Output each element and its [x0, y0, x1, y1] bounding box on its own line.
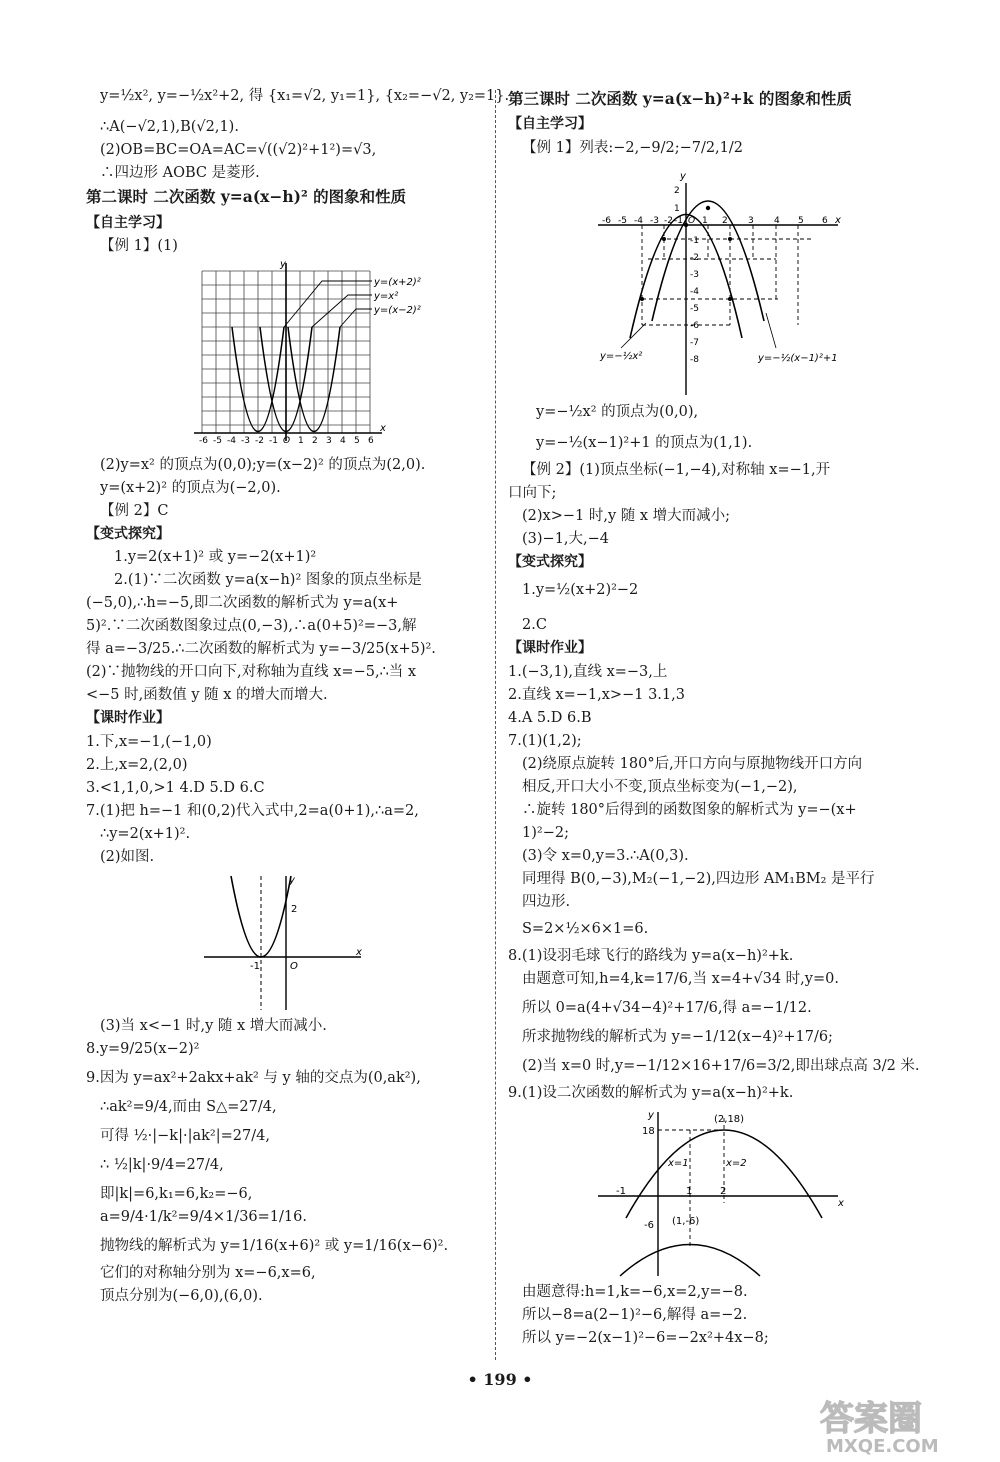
x-tick: 4 — [340, 435, 346, 446]
y-tick: -2 — [690, 252, 699, 263]
example2: 【例 2】C — [100, 502, 169, 519]
origin-label: O — [283, 435, 291, 446]
watermark-text: 答案圈 — [820, 1399, 922, 1439]
x-tick: -6 — [602, 215, 611, 226]
two-parabolas-figure — [508, 163, 913, 398]
homework-line: 7.(1)把 h=−1 和(0,2)代入式中,2=a(0+1),∴a=2, — [86, 802, 419, 819]
homework-line: ∴ ½|k|·9/4=27/4, — [100, 1156, 224, 1173]
example1-answer-line: y=(x+2)² 的顶点为(−2,0). — [100, 479, 281, 496]
homework-line: 所求抛物线的解析式为 y=−1/12(x−4)²+17/6; — [522, 1028, 833, 1045]
x-tick: -2 — [664, 215, 673, 226]
parabola-vertex-minus1-figure — [86, 872, 486, 1012]
bianshi-line: 1.y=2(x+1)² 或 y=−2(x+1)² — [114, 549, 317, 566]
distance-equation: (2)OB=BC=OA=AC=√((√2)²+1²)=√3, — [100, 142, 377, 159]
y-tick: -5 — [690, 303, 699, 314]
homework-line: a=9/4·1/k²=9/4×1/36=1/16. — [100, 1208, 307, 1225]
y-axis-label: y — [280, 260, 286, 270]
homework-line: 四边形. — [522, 893, 571, 910]
example2-line: (3)−1,大,−4 — [522, 530, 610, 547]
homework-line: (2)当 x=0 时,y=−1/12×16+17/6=3/2,即出球点高 3/2 米. — [522, 1057, 920, 1074]
x-tick-1: 1 — [686, 1185, 693, 1197]
homework-line: (3)当 x<−1 时,y 随 x 增大而减小. — [100, 1017, 327, 1034]
parabola-vertex-2-18-figure — [508, 1108, 913, 1278]
axis-x1-label: x=1 — [668, 1157, 689, 1169]
x-tick: -6 — [199, 435, 208, 446]
example2-line: 口向下; — [508, 484, 557, 501]
label-shifted-parabola: y=−½(x−1)²+1 — [758, 352, 838, 364]
x-tick: 5 — [354, 435, 360, 446]
bianshi-line: (−5,0),∴h=−5,即二次函数的解析式为 y=a(x+ — [86, 595, 399, 612]
keshi-heading: 【课时作业】 — [86, 710, 170, 727]
lower-vertex-label: (1,-6) — [672, 1215, 700, 1227]
solution-line: 所以−8=a(2−1)²−6,解得 a=−2. — [522, 1306, 748, 1323]
homework-line: (2)绕原点旋转 180°后,开口方向与原抛物线开口方向 — [522, 755, 863, 772]
homework-line: 8.(1)设羽毛球飞行的路线为 y=a(x−h)²+k. — [508, 947, 794, 964]
x-tick: -2 — [255, 435, 264, 446]
homework-line: 2.上,x=2,(2,0) — [86, 756, 188, 773]
y-axis-label: y — [289, 874, 295, 886]
homework-line: 9.因为 y=ax²+2akx+ak² 与 y 轴的交点为(0,ak²), — [86, 1069, 421, 1086]
y-tick: -7 — [690, 337, 699, 348]
y-tick-18: 18 — [642, 1125, 655, 1137]
homework-line: S=2×½×6×1=6. — [522, 920, 649, 937]
x-tick: -1 — [674, 215, 683, 226]
x-tick: -5 — [618, 215, 627, 226]
x-tick: 2 — [312, 435, 318, 446]
bianshi-heading: 【变式探究】 — [86, 525, 170, 542]
homework-line: 可得 ½·|−k|·|ak²|=27/4, — [100, 1127, 270, 1144]
homework-line: 4.A 5.D 6.B — [508, 709, 592, 726]
x-tick: -4 — [227, 435, 236, 446]
y-tick: -3 — [690, 269, 699, 280]
bianshi-line: 得 a=−3/25.∴二次函数的解析式为 y=−3/25(x+5)². — [86, 641, 436, 658]
column-divider — [495, 90, 496, 1360]
x-tick: 6 — [822, 215, 828, 226]
bianshi-line: 2.C — [522, 617, 547, 634]
zizhu-heading: 【自主学习】 — [86, 214, 170, 231]
x-axis-label: x — [356, 946, 362, 958]
homework-line: 相反,开口大小不变,顶点坐标变为(−1,−2), — [522, 778, 798, 795]
y-tick: -8 — [690, 354, 699, 365]
page-number: • 199 • — [467, 1370, 533, 1389]
label-x-squared: y=x² — [374, 290, 399, 302]
lesson2-title: 第二课时 二次函数 y=a(x−h)² 的图象和性质 — [86, 187, 407, 207]
homework-line: 2.直线 x=−1,x>−1 3.1,3 — [508, 686, 685, 703]
parabola-curve — [231, 876, 291, 957]
homework-line: 1.(−3,1),直线 x=−3,上 — [508, 663, 668, 680]
example2-line: (2)x>−1 时,y 随 x 增大而减小; — [522, 507, 731, 524]
label-x-plus-2: y=(x+2)² — [374, 276, 421, 288]
homework-line: (3)令 x=0,y=3.∴A(0,3). — [522, 847, 689, 864]
bianshi-line: 5)².∵二次函数图象过点(0,−3),∴a(0+5)²=−3,解 — [86, 618, 417, 635]
x-axis-label: x — [380, 422, 386, 434]
x-tick: 3 — [748, 215, 754, 226]
x-tick: 6 — [368, 435, 374, 446]
label-minus-half-x-squared: y=−½x² — [600, 350, 643, 362]
bianshi-line: 1.y=½(x+2)²−2 — [522, 582, 639, 599]
y-tick: 2 — [674, 185, 680, 196]
homework-line: ∴y=2(x+1)². — [100, 825, 191, 842]
homework-line: 顶点分别为(−6,0),(6,0). — [100, 1287, 263, 1304]
homework-line: ∴ak²=9/4,而由 S△=27/4, — [100, 1098, 277, 1115]
lesson3-title: 第三课时 二次函数 y=a(x−h)²+k 的图象和性质 — [508, 89, 852, 108]
homework-line: 所以 0=a(4+√34−4)²+17/6,得 a=−1/12. — [522, 999, 812, 1016]
parabola-grid-figure — [86, 261, 486, 451]
x-tick: -3 — [241, 435, 250, 446]
example1-table: 【例 1】列表:−2,−9/2;−7/2,1/2 — [522, 139, 744, 156]
lower-parabola — [620, 1244, 760, 1276]
y-axis-label: y — [680, 170, 686, 182]
rhombus-conclusion: ∴四边形 AOBC 是菱形. — [100, 165, 260, 182]
left-column — [86, 86, 510, 1309]
vertex-line: y=−½x² 的顶点为(0,0), — [536, 403, 699, 420]
system-equations: y=½x², y=−½x²+2, 得 {x₁=√2, y₁=1}, {x₂=−√2, y₂=1}. — [100, 88, 510, 104]
homework-line: 8.y=9/25(x−2)² — [86, 1040, 200, 1057]
point-coordinates: ∴A(−√2,1),B(√2,1). — [100, 119, 239, 136]
bianshi-line: <−5 时,函数值 y 随 x 的增大而增大. — [86, 687, 328, 704]
homework-line: ∴旋转 180°后得到的函数图象的解析式为 y=−(x+ — [522, 801, 857, 818]
vertex-label: (2,18) — [714, 1113, 745, 1125]
x-tick: 3 — [326, 435, 332, 446]
label-x-minus-2: y=(x−2)² — [374, 304, 421, 316]
example1-label: 【例 1】(1) — [100, 237, 178, 254]
x-tick: -3 — [650, 215, 659, 226]
x-tick: 1 — [702, 215, 708, 226]
x-tick: -4 — [634, 215, 643, 226]
bianshi-line: 2.(1)∵二次函数 y=a(x−h)² 图象的顶点坐标是 — [114, 572, 422, 589]
y-tick-minus-6: -6 — [644, 1219, 654, 1231]
x-tick: 1 — [298, 435, 304, 446]
y-tick: 1 — [674, 203, 680, 214]
homework-line: 9.(1)设二次函数的解析式为 y=a(x−h)²+k. — [508, 1084, 794, 1101]
watermark-logo — [790, 1396, 990, 1456]
right-column — [508, 86, 920, 1351]
bianshi-heading: 【变式探究】 — [508, 553, 592, 570]
example1-answer-line: (2)y=x² 的顶点为(0,0);y=(x−2)² 的顶点为(2,0). — [100, 456, 426, 473]
homework-line: 7.(1)(1,2); — [508, 732, 582, 749]
homework-line: 它们的对称轴分别为 x=−6,x=6, — [100, 1264, 316, 1281]
x-axis-label: x — [838, 1197, 844, 1209]
solution-line: 所以 y=−2(x−1)²−6=−2x²+4x−8; — [522, 1329, 769, 1346]
tick-2: 2 — [291, 903, 298, 915]
x-tick: 4 — [774, 215, 780, 226]
homework-line: 同理得 B(0,−3),M₂(−1,−2),四边形 AM₁BM₂ 是平行 — [522, 870, 875, 887]
y-axis-label: y — [648, 1109, 654, 1121]
homework-line: (2)如图. — [100, 848, 155, 865]
x-tick: 5 — [798, 215, 804, 226]
example2-line: 【例 2】(1)顶点坐标(−1,−4),对称轴 x=−1,开 — [522, 461, 831, 478]
x-axis-label: x — [835, 214, 841, 226]
bianshi-line: (2)∵抛物线的开口向下,对称轴为直线 x=−5,∴当 x — [86, 664, 417, 681]
keshi-heading: 【课时作业】 — [508, 640, 592, 657]
origin-label: O — [290, 960, 298, 972]
axis-x2-label: x=2 — [726, 1157, 747, 1169]
vertex-line: y=−½(x−1)²+1 的顶点为(1,1). — [536, 434, 753, 451]
x-tick-2: 2 — [720, 1185, 727, 1197]
x-tick: -1 — [269, 435, 278, 446]
origin-label: O — [688, 215, 696, 226]
homework-line: 1)²−2; — [522, 824, 569, 841]
solution-line: 由题意得:h=1,k=−6,x=2,y=−8. — [522, 1283, 748, 1300]
homework-line: 即|k|=6,k₁=6,k₂=−6, — [100, 1185, 253, 1202]
zizhu-heading: 【自主学习】 — [508, 116, 592, 133]
homework-line: 抛物线的解析式为 y=1/16(x+6)² 或 y=1/16(x−6)². — [100, 1237, 449, 1254]
y-tick: -4 — [690, 286, 699, 297]
watermark-url: MXQE.COM — [826, 1436, 939, 1456]
tick-minus-1: -1 — [250, 960, 260, 972]
x-tick: -5 — [213, 435, 222, 446]
y-tick: -6 — [690, 320, 699, 331]
homework-line: 3.<1,1,0,>1 4.D 5.D 6.C — [86, 779, 265, 796]
y-tick: -1 — [690, 235, 699, 246]
x-tick-minus-1: -1 — [616, 1185, 626, 1197]
homework-line: 1.下,x=−1,(−1,0) — [86, 733, 212, 750]
x-tick: 2 — [722, 215, 728, 226]
homework-line: 由题意可知,h=4,k=17/6,当 x=4+√34 时,y=0. — [522, 970, 839, 987]
